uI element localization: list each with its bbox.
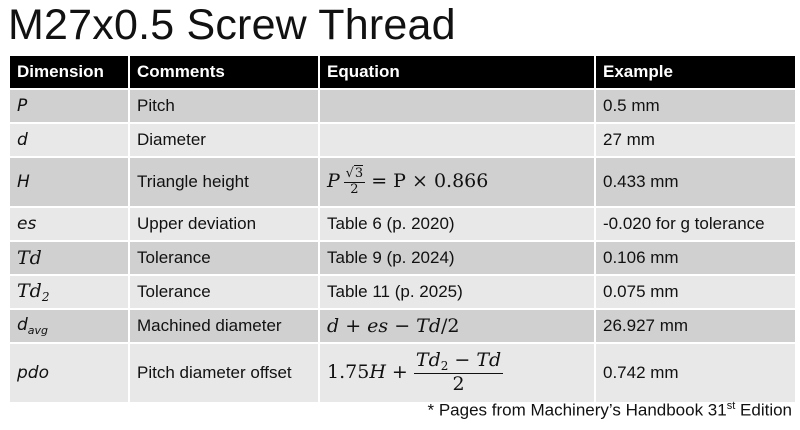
table-row <box>10 310 795 344</box>
equation-cell <box>320 158 596 208</box>
table-row <box>10 208 795 242</box>
footnote <box>427 400 792 421</box>
table-row <box>10 276 795 310</box>
column-header-example: Example <box>596 56 795 90</box>
column-header-comments: Comments <box>130 56 320 90</box>
dimension-cell: Td <box>10 242 130 276</box>
table-header-row <box>10 56 795 90</box>
table-row <box>10 242 795 276</box>
dimension-cell: H <box>10 158 130 208</box>
page-title: M27x0.5 Screw Thread <box>8 1 456 49</box>
example-cell: 27 mm <box>596 124 795 158</box>
comment-cell: Diameter <box>130 124 320 158</box>
example-cell: 0.742 mm <box>596 344 795 404</box>
example-cell: 0.433 mm <box>596 158 795 208</box>
column-header-equation: Equation <box>320 56 596 90</box>
table-row <box>10 90 795 124</box>
example-cell: 0.5 mm <box>596 90 795 124</box>
table-row <box>10 344 795 404</box>
comment-cell: Pitch <box>130 90 320 124</box>
dimension-cell: $Td_2$ <box>10 276 130 310</box>
thread-table <box>10 56 795 404</box>
dimension-cell: P <box>10 90 130 124</box>
table-row <box>10 158 795 208</box>
triangle-height-formula: P $\frac{√3}{2}$ = P × 0.866 <box>327 165 489 197</box>
example-cell: -0.020 for g tolerance <box>596 208 795 242</box>
example-cell: 26.927 mm <box>596 310 795 344</box>
example-cell: 0.075 mm <box>596 276 795 310</box>
equation-cell <box>320 344 596 404</box>
equation-cell: Table 11 (p. 2025) <box>320 276 596 310</box>
column-header-dimension: Dimension <box>10 56 130 90</box>
example-cell: 0.106 mm <box>596 242 795 276</box>
equation-cell: Table 9 (p. 2024) <box>320 242 596 276</box>
comment-cell: Pitch diameter offset <box>130 344 320 404</box>
machined-diameter-formula: d + es − Td/2 <box>327 315 460 337</box>
equation-cell <box>320 310 596 344</box>
dimension-cell: es <box>10 208 130 242</box>
equation-cell <box>320 124 596 158</box>
dimension-cell: pdo <box>10 344 130 404</box>
comment-cell: Tolerance <box>130 276 320 310</box>
table-row <box>10 124 795 158</box>
dimension-cell: d <box>10 124 130 158</box>
footnote-text: * Pages from Machinery’s Handbook 31 <box>427 400 727 420</box>
dimension-cell: $d_{avg}$ <box>10 310 130 344</box>
pitch-diameter-offset-formula: 1.75H + $\frac{Td_2 - Td}{2}$ <box>327 348 502 396</box>
comment-cell: Machined diameter <box>130 310 320 344</box>
comment-cell: Upper deviation <box>130 208 320 242</box>
comment-cell: Triangle height <box>130 158 320 208</box>
comment-cell: Tolerance <box>130 242 320 276</box>
footnote-suffix: Edition <box>735 400 792 420</box>
footnote-superscript: st <box>726 400 736 412</box>
equation-cell <box>320 90 596 124</box>
equation-cell: Table 6 (p. 2020) <box>320 208 596 242</box>
